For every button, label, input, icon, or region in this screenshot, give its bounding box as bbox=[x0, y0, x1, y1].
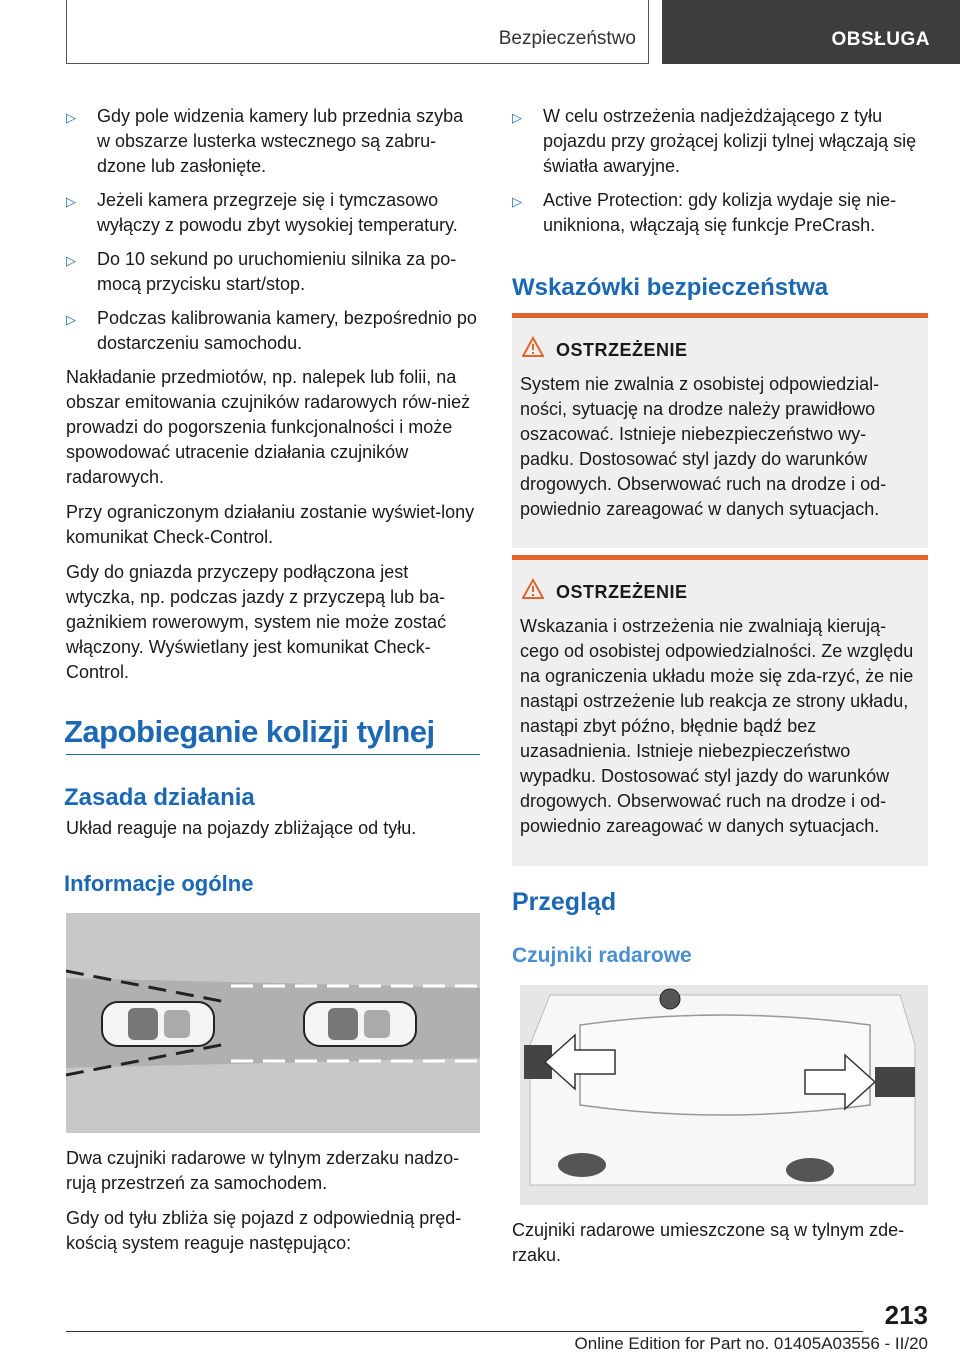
safety-heading: Wskazówki bezpieczeństwa bbox=[512, 274, 829, 301]
list-item: ▷ Active Protection: gdy kolizja wydaje się nie-unikniona, włączają się funkcje PreCrash. bbox=[512, 190, 897, 235]
warning-text: System nie zwalnia z osobistej odpowiedzial-ności, sytuację na drodze należy prawidłowo oszacować. Istnieje niebezpieczeństwo wy-padku. Dostosować styl jazdy do warunków drogowych. Obserwować ruch na drodze i od-powiednio zareagować w danych sytuacjach. bbox=[520, 374, 887, 519]
footer-edition: Online Edition for Part no. 01405A03556 - II/20 bbox=[574, 1334, 928, 1353]
warning-text: Wskazania i ostrzeżenia nie zwalniają kierują-cego od osobistej odpowiedzialności. Ze względu na ograniczenia układu może się zda-rzyć, że nie nastąpi ostrzeżenie lub reakcja ze strony układu, nastąpi zbyt późno, błędnie bądź bez uzasadnienia. Istnieje niebezpieczeństwo wypadku. Dostosować styl jazdy do warunków drogowych. Obserwować ruch na drodze i od-powiednio zareagować w danych sytuacjach. bbox=[520, 616, 914, 836]
list-item: ▷ Jeżeli kamera przegrzeje się i tymczasowo wyłączy z powodu zbyt wysokiej temperatury. bbox=[66, 190, 458, 235]
approaching-car-icon bbox=[304, 1002, 416, 1046]
page-number: 213 bbox=[884, 1300, 928, 1330]
right-column bbox=[512, 104, 928, 247]
illustration-captions bbox=[66, 1146, 480, 1266]
list-item: ▷ Gdy pole widzenia kamery lub przednia szyba w obszarze lusterka wstecznego są zabru-dzone lub zasłonięte. bbox=[66, 106, 464, 176]
right-radar-sensor bbox=[875, 1067, 915, 1097]
paragraph: Czujniki radarowe umieszczone są w tylnym zde-rzaku. bbox=[512, 1220, 905, 1265]
exhaust-pipe-left bbox=[558, 1153, 606, 1177]
rear-bumper-svg bbox=[520, 985, 928, 1205]
paragraph: Gdy do gniazda przyczepy podłączona jest wtyczka, np. podczas jazdy z przyczepą lub ba-gażnikiem rowerowym, system nie może zostać włączony. Wyświetlany jest komunikat Check-Control. bbox=[66, 562, 447, 682]
list-item: ▷ Podczas kalibrowania kamery, bezpośrednio po dostarczeniu samochodu. bbox=[66, 308, 477, 353]
paragraph: Przy ograniczonym działaniu zostanie wyświet-lony komunikat Check-Control. bbox=[66, 502, 475, 547]
header-underline bbox=[66, 63, 649, 64]
radar-zone-svg bbox=[66, 913, 480, 1133]
principle-text: Układ reaguje na pojazdy zbliżające od tyłu. bbox=[66, 818, 417, 838]
section-title: Zapobieganie kolizji tylnej bbox=[64, 714, 435, 749]
warning-box bbox=[512, 555, 928, 866]
warning-triangle-icon bbox=[522, 578, 544, 600]
brand-logo-icon bbox=[660, 989, 680, 1009]
bullet-triangle-icon: ▷ bbox=[66, 253, 76, 268]
footer-divider bbox=[66, 1331, 863, 1332]
exhaust-pipe-right bbox=[786, 1158, 834, 1182]
paragraph: Nakładanie przedmiotów, np. nalepek lub folii, na obszar emitowania czujników radarowych rów-nież prowadzi do pogorszenia funkcjonalności i może spowodować utracenie działania czujników radarowych. bbox=[66, 367, 471, 487]
rear-car-icon bbox=[102, 1002, 214, 1046]
warning-title: OSTRZEŻENIE bbox=[556, 340, 688, 360]
header-chapter-label: OBSŁUGA bbox=[831, 29, 930, 50]
sensors-heading: Czujniki radarowe bbox=[512, 944, 692, 967]
header-divider-right bbox=[648, 0, 649, 64]
sensors-caption-block bbox=[512, 1218, 928, 1278]
header-chapter-tab[interactable] bbox=[662, 0, 960, 64]
left-column bbox=[66, 104, 480, 695]
bullet-triangle-icon: ▷ bbox=[512, 110, 522, 125]
section-title-underline bbox=[66, 754, 480, 755]
list-item: ▷ Do 10 sekund po uruchomieniu silnika za po-mocą przycisku start/stop. bbox=[66, 249, 457, 294]
trunk-lid bbox=[580, 1015, 870, 1115]
warning-triangle-icon bbox=[522, 336, 544, 358]
overview-heading: Przegląd bbox=[512, 888, 617, 916]
list-item: ▷ W celu ostrzeżenia nadjeżdżającego z tyłu pojazdu przy grożącej kolizji tylnej włączają się światła awaryjne. bbox=[512, 106, 917, 176]
bullet-triangle-icon: ▷ bbox=[66, 194, 76, 209]
radar-zone-illustration bbox=[66, 913, 480, 1133]
bullet-triangle-icon: ▷ bbox=[66, 312, 76, 327]
header-divider-left bbox=[66, 0, 67, 64]
paragraph: Dwa czujniki radarowe w tylnym zderzaku nadzo-rują przestrzeń za samochodem. bbox=[66, 1148, 460, 1193]
rear-bumper-illustration bbox=[520, 985, 928, 1205]
bullet-triangle-icon: ▷ bbox=[512, 194, 522, 209]
bullet-triangle-icon: ▷ bbox=[66, 110, 76, 125]
subsection-title-general: Informacje ogólne bbox=[64, 871, 254, 896]
paragraph: Gdy od tyłu zbliża się pojazd z odpowiednią pręd-kością system reaguje następująco: bbox=[66, 1208, 462, 1253]
subsection-title: Zasada działania bbox=[64, 784, 255, 811]
warning-box bbox=[512, 313, 928, 548]
header-section-title: Bezpieczeństwo bbox=[498, 28, 636, 49]
warning-title: OSTRZEŻENIE bbox=[556, 582, 688, 602]
